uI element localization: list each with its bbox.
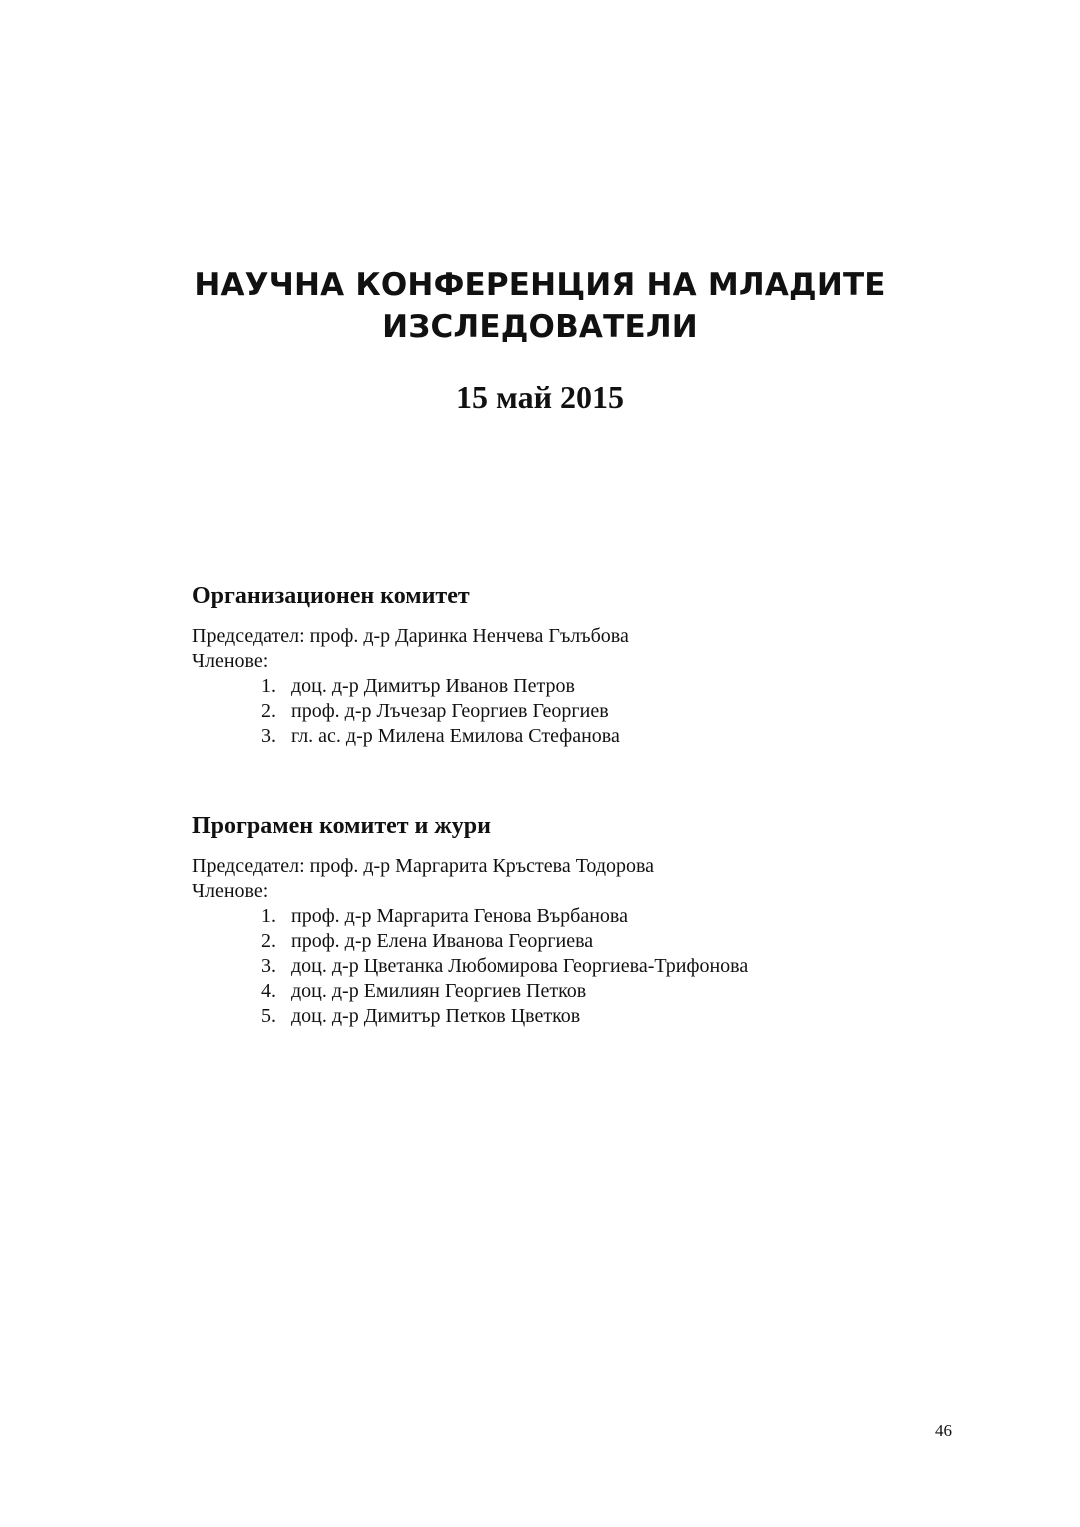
program-committee-heading: Програмен комитет и жури xyxy=(192,813,491,839)
list-item-name: доц. д-р Димитър Иванов Петров xyxy=(291,675,575,697)
list-item-name: проф. д-р Елена Иванова Георгиева xyxy=(291,930,594,952)
conference-date: 15 май 2015 xyxy=(455,379,624,415)
list-item-number: 4. xyxy=(261,980,276,1002)
list-item-name: проф. д-р Лъчезар Георгиев Георгиев xyxy=(291,700,609,722)
organizing-committee-chair: Председател: проф. д-р Даринка Ненчева Гълъбова xyxy=(192,625,629,647)
conference-title-line-2: ИЗСЛЕДОВАТЕЛИ xyxy=(382,309,698,345)
list-item-number: 3. xyxy=(261,955,276,977)
page-number: 46 xyxy=(935,1421,952,1440)
list-item-number: 1. xyxy=(261,905,276,927)
list-item-name: доц. д-р Цветанка Любомирова Георгиева-Трифонова xyxy=(291,955,749,977)
program-committee-members-label: Членове: xyxy=(192,880,269,902)
program-committee-chair: Председател: проф. д-р Маргарита Кръстева Тодорова xyxy=(192,855,655,877)
organizing-committee-heading: Организационен комитет xyxy=(192,583,470,609)
list-item-number: 2. xyxy=(261,700,276,722)
list-item-name: гл. ас. д-р Милена Емилова Стефанова xyxy=(291,725,620,747)
list-item-name: доц. д-р Димитър Петков Цветков xyxy=(291,1005,581,1027)
list-item-number: 5. xyxy=(261,1005,276,1027)
list-item-name: проф. д-р Маргарита Генова Върбанова xyxy=(291,905,628,927)
conference-title-line-1: НАУЧНА КОНФЕРЕНЦИЯ НА МЛАДИТЕ xyxy=(194,267,886,303)
list-item-name: доц. д-р Емилиян Георгиев Петков xyxy=(291,980,587,1002)
organizing-committee-members-label: Членове: xyxy=(192,650,269,672)
list-item-number: 2. xyxy=(261,930,276,952)
list-item-number: 3. xyxy=(261,725,276,747)
list-item-number: 1. xyxy=(261,675,276,697)
